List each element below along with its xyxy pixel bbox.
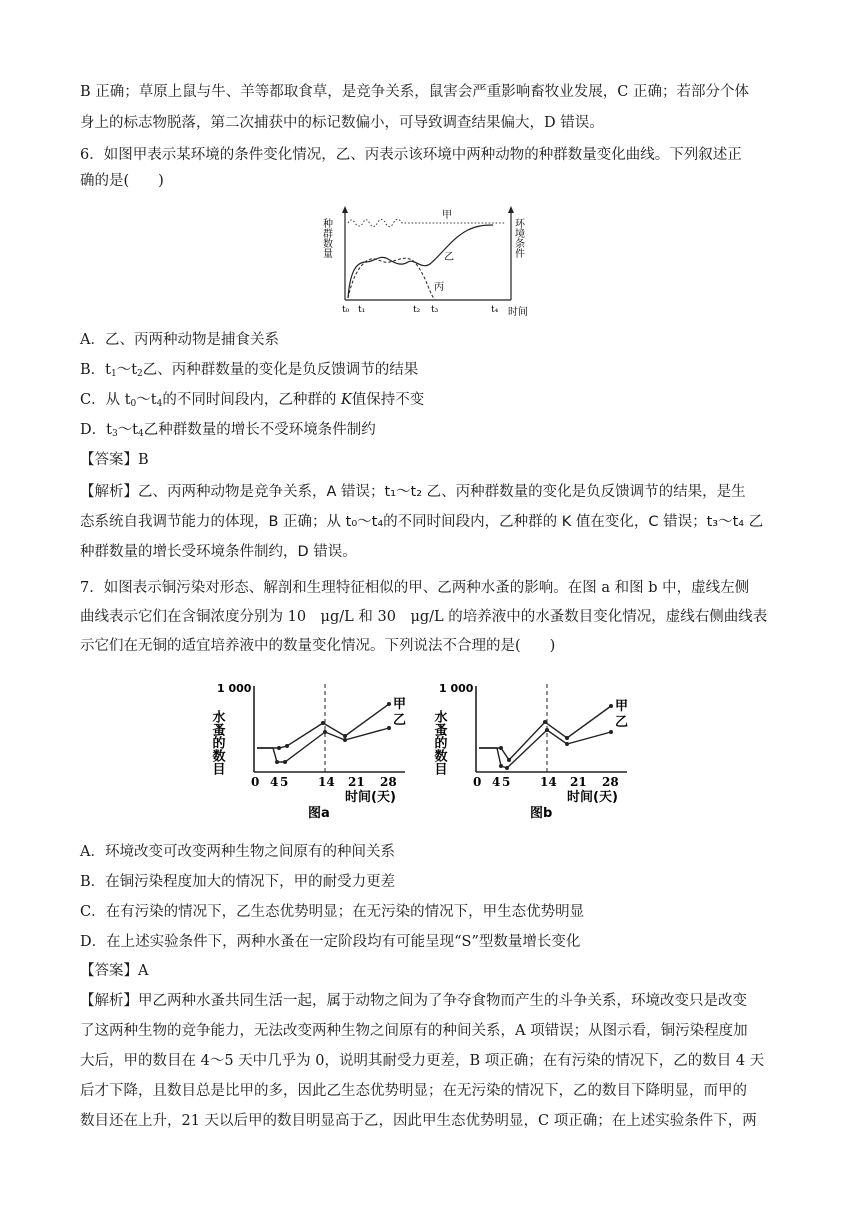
q7-analysis-line-1: 【解析】甲乙两种水蚤共同生活一起，属于动物之间为了争夺食物而产生的斗争关系，环境改变只是改变: [80, 993, 747, 1009]
q6-answer: 【答案】B: [80, 452, 149, 468]
q6-analysis-line-1: 【解析】乙、丙两种动物是竞争关系，A 错误；t₁～t₂ 乙、丙种群数量的变化是负反馈调节的结果，是生: [80, 484, 746, 500]
q7a-caption: 图a: [308, 806, 330, 821]
q7-analysis-line-2: 了这两种生物的竞争能力，无法改变两种生物之间原有的种间关系，A 项错误；从图示看，铜污染程度加: [80, 1023, 748, 1039]
q6-tick-t1: t₁: [358, 305, 366, 315]
q7b-x-label: 时间(天): [567, 790, 618, 805]
q7-option-a: A．环境改变可改变两种生物之间原有的种间关系: [80, 844, 395, 860]
q7a-label-yi: 乙: [393, 713, 407, 728]
q7-option-b: B．在铜污染程度加大的情况下，甲的耐受力更差: [80, 874, 396, 890]
q6-tick-t2: t₂: [413, 305, 421, 315]
q7a-y-label: 水蚤的数目: [209, 710, 225, 775]
q7-answer: 【答案】A: [80, 963, 149, 979]
q7a-x-tick-28: 28: [380, 775, 397, 789]
q6-option-a: A．乙、丙两种动物是捕食关系: [80, 332, 279, 348]
q7b-x-tick-21: 21: [570, 775, 587, 789]
q7-figure-b: [431, 680, 642, 821]
q6-curve-bing: [348, 258, 435, 299]
q6-population-figure: [318, 202, 540, 320]
q6-tick-t4: t₄: [491, 305, 499, 315]
q6-label-yi: 乙: [444, 252, 454, 263]
q6-curve-yi: [348, 225, 493, 298]
q7a-line-jia: [257, 704, 389, 748]
q7b-x-tick-28: 28: [602, 775, 619, 789]
q7a-label-jia: 甲: [393, 697, 407, 712]
q7a-x-tick-5: 5: [280, 775, 289, 789]
q7a-y-max: 1 000: [217, 682, 252, 695]
q7-analysis-line-5: 数目还在上升，21 天以后甲的数目明显高于乙，因此甲生态优势明显，C 项正确；在上述实验条件下，两: [80, 1113, 757, 1129]
q7-analysis-line-3: 大后，甲的数目在 4～5 天中几乎为 0，说明其耐受力更差，B 项正确；在有污染的情况下，乙的数目 4 天: [80, 1053, 765, 1069]
q6-stem-line-2: 确的是( ): [80, 173, 164, 189]
q7a-x-tick-0: 0: [251, 775, 260, 789]
q7b-line-jia: [479, 706, 611, 760]
q7b-label-yi: 乙: [615, 715, 629, 730]
q7-analysis-line-4: 后才下降，且数目总是比甲的多，因此乙生态优势明显；在无污染的情况下，乙的数目下降明显，而甲的: [80, 1083, 747, 1099]
q6-label-jia: 甲: [442, 210, 452, 221]
q7b-y-max: 1 000: [439, 682, 474, 695]
q5-explanation-line-2: 身上的标志物脱落，第二次捕获中的标记数偏小，可导致调查结果偏大，D 错误。: [80, 115, 604, 131]
q6-y-axis-left-label: [321, 217, 333, 258]
q7-option-c: C．在有污染的情况下，乙生态优势明显；在无污染的情况下，甲生态优势明显: [80, 904, 585, 920]
q7-figure-a: [209, 680, 420, 821]
q6-option-d: D．$t_3\sim t_4$乙种群数量的增长不受环境条件制约: [80, 422, 376, 439]
q7-stem-line-2: 曲线表示它们在含铜浓度分别为 10 μg/L 和 30 μg/L 的培养液中的水蚤数目变化情况，虚线右侧曲线表: [80, 609, 768, 625]
q7a-x-tick-21: 21: [348, 775, 365, 789]
q6-option-c: C．从 $t_0\sim t_4$的不同时间段内，乙种群的 K值保持不变: [80, 392, 425, 409]
q7-stem-line-3: 示它们在无铜的适宜培养液中的数量变化情况。下列说法不合理的是( ): [80, 638, 556, 654]
q7b-x-tick-5: 5: [502, 775, 511, 789]
q5-explanation-line-1: B 正确；草原上鼠与牛、羊等都取食草，是竞争关系，鼠害会严重影响畜牧业发展，C 正确；若部分个体: [80, 84, 749, 100]
q6-analysis-line-2: 态系统自我调节能力的体现，B 正确；从 t₀～t₄的不同时间段内，乙种群的 K 值在变化，C 错误；t₃～t₄ 乙: [80, 514, 764, 530]
q7b-x-tick-4: 4: [492, 775, 501, 789]
q7b-caption: 图b: [530, 806, 553, 821]
q7-stem-line-1: 7．如图表示铜污染对形态、解剖和生理特征相似的甲、乙两种水蚤的影响。在图 a 和图 b 中，虚线左侧: [80, 580, 750, 596]
q7a-x-tick-4: 4: [270, 775, 279, 789]
q6-tick-t3: t₃: [431, 305, 439, 315]
q7b-y-label: 水蚤的数目: [431, 710, 447, 775]
q7-option-d: D．在上述实验条件下，两种水蚤在一定阶段均有可能呈现“S”型数量增长变化: [80, 934, 581, 950]
q7a-x-label: 时间(天): [345, 790, 396, 805]
q6-analysis-line-3: 种群数量的增长受环境条件制约，D 错误。: [80, 544, 357, 560]
q6-tick-t0: t₀: [342, 305, 350, 315]
q7a-line-yi: [257, 728, 389, 762]
q7b-x-tick-14: 14: [540, 775, 557, 789]
q7b-x-tick-0: 0: [473, 775, 482, 789]
q6-x-label: 时间: [508, 307, 528, 318]
q7b-label-jia: 甲: [615, 699, 629, 714]
q7a-x-tick-14: 14: [318, 775, 335, 789]
q6-y-left-char: 种群数量: [320, 218, 332, 258]
q6-label-bing: 丙: [434, 282, 444, 293]
q6-stem-line-1: 6．如图甲表示某环境的条件变化情况，乙、丙表示该环境中两种动物的种群数量变化曲线。下列叙述正: [80, 147, 742, 163]
q7b-line-yi: [479, 730, 611, 768]
q6-option-b: B．$t_1\sim t_2$乙、丙种群数量的变化是负反馈调节的结果: [80, 362, 419, 379]
q6-y-right-label: 环境条件: [512, 218, 524, 258]
